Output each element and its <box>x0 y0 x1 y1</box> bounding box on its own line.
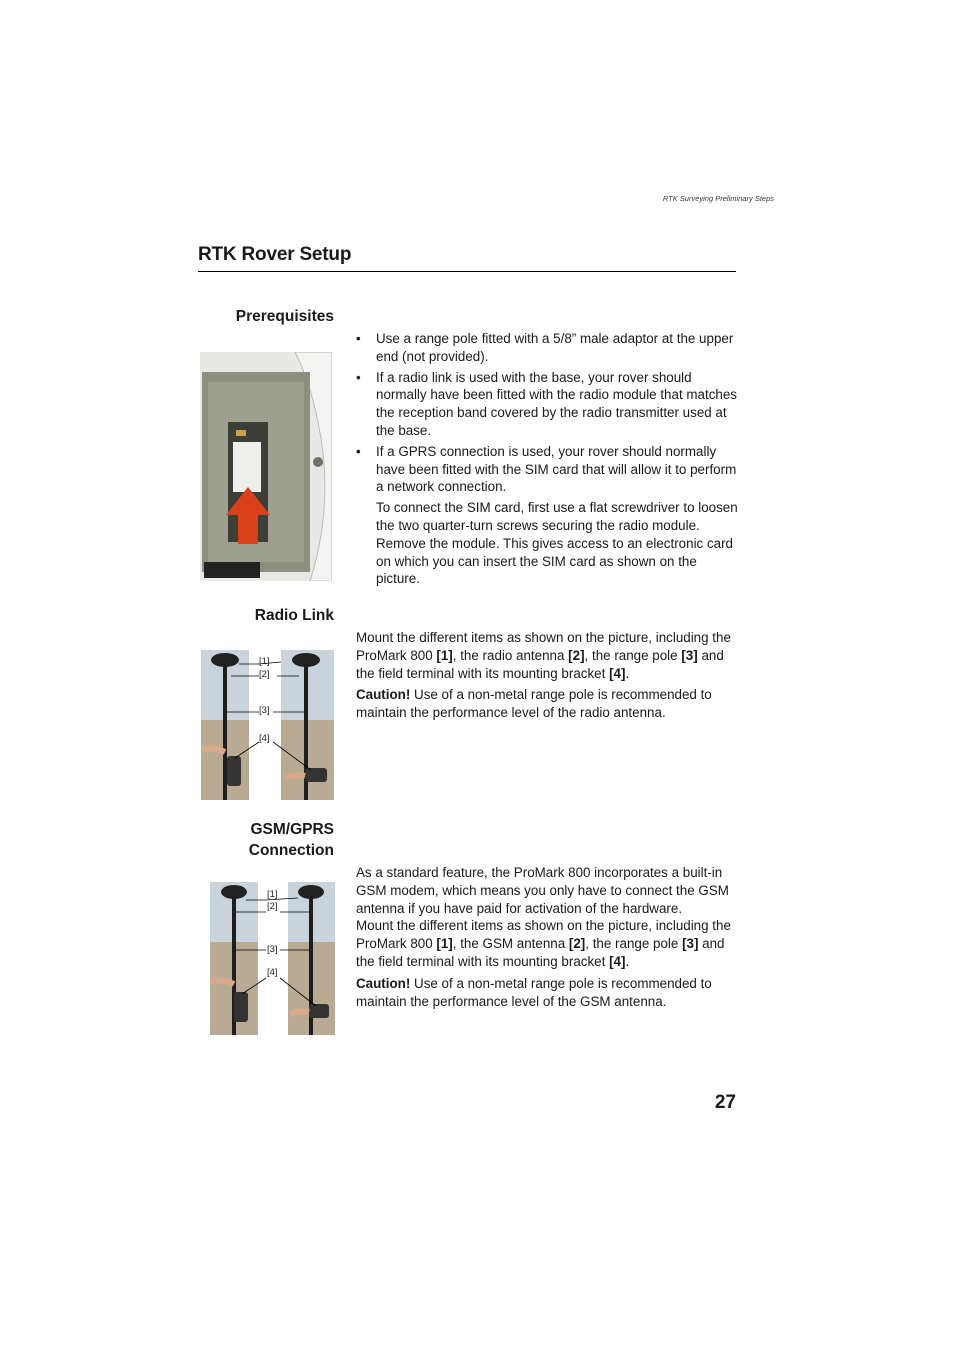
gsm-paragraph: Mount the different items as shown on the picture, including the ProMark 800 [1], the GSM antenna [2], the range pole [3] and the field terminal with its mounting bracket [4]. <box>356 918 731 969</box>
prerequisites-list <box>356 330 738 496</box>
prerequisite-item: • If a radio link is used with the base, your rover should normally have been fitted with the radio module that matches the reception band covered by the radio transmitter used at the base. <box>356 369 738 440</box>
figure-label: [3] <box>259 705 270 716</box>
page-number: 27 <box>714 1092 736 1113</box>
figure-label: [1] <box>267 889 278 900</box>
title-rule <box>198 271 736 272</box>
sim-card-paragraph: To connect the SIM card, first use a flat screwdriver to loosen the two quarter-turn screws securing the radio module. Remove the module. This gives access to an electronic card on which you can insert the SIM card as shown on the picture. <box>376 500 738 587</box>
prerequisites-body <box>356 330 738 592</box>
gsm-body <box>356 864 738 1014</box>
sim-card-illustration <box>200 352 332 581</box>
prerequisites-heading: Prerequisites <box>235 308 334 325</box>
figure-label: [2] <box>267 901 278 912</box>
gsm-figure <box>210 882 335 1035</box>
figure-label: [1] <box>259 656 270 667</box>
figure-label: [4] <box>267 967 278 978</box>
sim-card-photo <box>200 352 332 581</box>
gsm-heading: GSM/GPRS Connection <box>248 821 334 859</box>
section-title: RTK Rover Setup <box>198 244 352 265</box>
radio-link-body <box>356 629 738 726</box>
prerequisite-item: • If a GPRS connection is used, your rover should normally have been fitted with the SIM card that will allow it to perform a network connection. <box>356 443 738 496</box>
figure-label: [3] <box>267 944 278 955</box>
figure-label: [4] <box>259 733 270 744</box>
radio-link-figure <box>201 650 334 800</box>
figure-label: [2] <box>259 669 270 680</box>
running-header: RTK Surveying Preliminary Steps <box>662 194 774 203</box>
gsm-caution: Caution! Use of a non-metal range pole is recommended to maintain the performance level of the GSM antenna. <box>356 975 712 1009</box>
radio-link-paragraph: Mount the different items as shown on the picture, including the ProMark 800 [1], the radio antenna [2], the range pole [3] and the field terminal with its mounting bracket [4]. <box>356 630 731 681</box>
gsm-intro: As a standard feature, the ProMark 800 incorporates a built-in GSM modem, which means you only have to connect the GSM antenna if you have paid for activation of the hardware. <box>356 865 729 916</box>
prerequisite-item: • Use a range pole fitted with a 5/8” male adaptor at the upper end (not provided). <box>356 330 738 366</box>
radio-link-heading: Radio Link <box>254 607 334 624</box>
radio-link-caution: Caution! Use of a non-metal range pole is recommended to maintain the performance level of the radio antenna. <box>356 687 712 721</box>
